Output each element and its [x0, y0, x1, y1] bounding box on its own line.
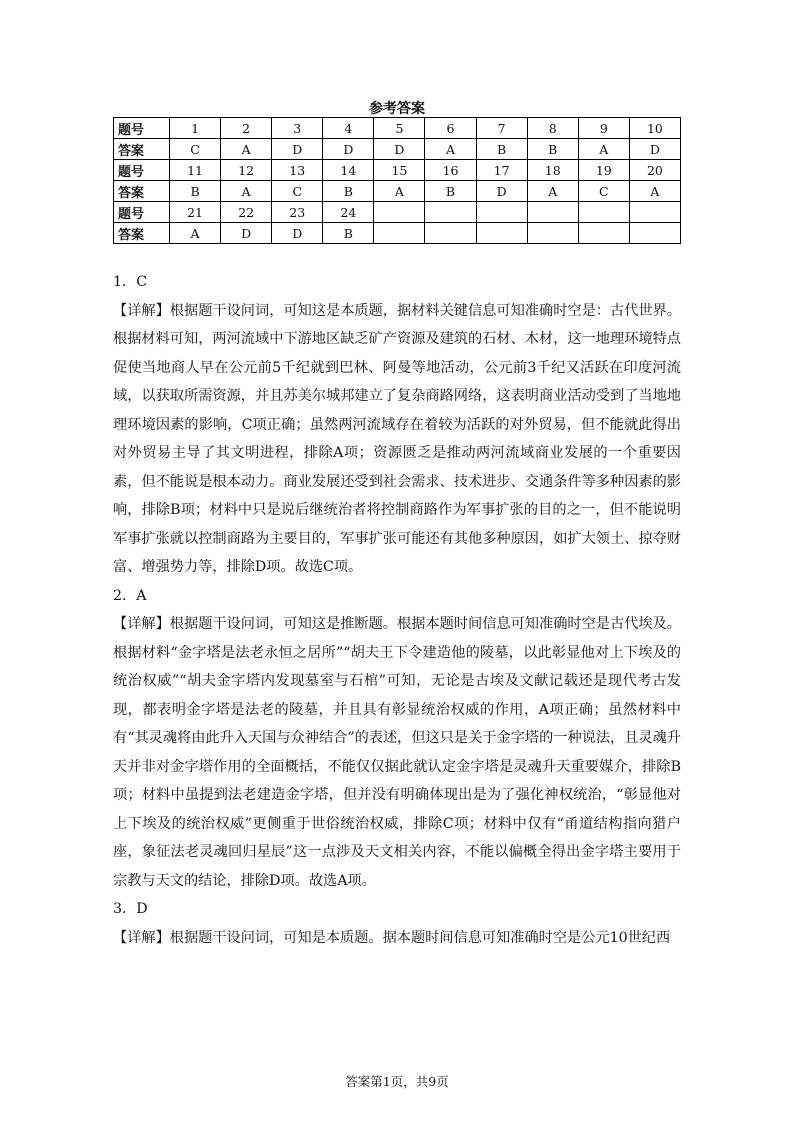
question-number-cell: 19: [578, 160, 629, 181]
answer-cell: D: [629, 139, 680, 160]
answer-cell: B: [425, 181, 476, 202]
answer-row: [114, 181, 681, 202]
answer-cell: [374, 223, 425, 244]
answer-cell: [425, 223, 476, 244]
question-number-cell: 21: [170, 202, 221, 223]
question-number-cell: 13: [272, 160, 323, 181]
question-number-cell: 1: [170, 118, 221, 139]
question-number-cell: [629, 202, 680, 223]
row-label-answer: 答案: [114, 223, 170, 244]
question-number-cell: 17: [476, 160, 527, 181]
answer-cell: B: [476, 139, 527, 160]
answer-cell: A: [221, 181, 272, 202]
question-number-cell: 7: [476, 118, 527, 139]
question-number: 1．C: [113, 274, 148, 290]
question-number-row: [114, 160, 681, 181]
answer-table: [113, 117, 681, 244]
question-number-cell: 8: [527, 118, 578, 139]
answer-cell: B: [323, 223, 374, 244]
row-label-answer: 答案: [114, 139, 170, 160]
question-number-cell: 9: [578, 118, 629, 139]
answer-cell: A: [629, 181, 680, 202]
answer-row: [114, 223, 681, 244]
answer-cell: D: [272, 139, 323, 160]
answer-cell: A: [425, 139, 476, 160]
question-number-cell: [476, 202, 527, 223]
question-number-cell: 5: [374, 118, 425, 139]
question-number: 3．D: [113, 901, 148, 917]
question-number-cell: 23: [272, 202, 323, 223]
question-number-cell: 10: [629, 118, 680, 139]
answer-cell: D: [374, 139, 425, 160]
row-label-answer: 答案: [114, 181, 170, 202]
answer-explanations: [113, 268, 681, 952]
question-number-cell: 3: [272, 118, 323, 139]
answer-cell: D: [221, 223, 272, 244]
question-number: 2．A: [113, 587, 147, 604]
question-number-cell: [425, 202, 476, 223]
answer-cell: [476, 223, 527, 244]
answer-cell: C: [272, 181, 323, 202]
answer-cell: [578, 223, 629, 244]
question-number-row: [114, 118, 681, 139]
question-explanation: 【详解】根据题干设问词，可知是本质题。据本题时间信息可知准确时空是公元10世纪西: [113, 929, 671, 946]
question-number-cell: [527, 202, 578, 223]
answer-cell: C: [170, 139, 221, 160]
question-number-cell: 14: [323, 160, 374, 181]
answer-cell: B: [170, 181, 221, 202]
row-label-question: 题号: [114, 118, 170, 139]
answer-cell: C: [578, 181, 629, 202]
question-explanation: 【详解】根据题干设问词，可知这是推断题。根据本题时间信息可知准确时空是古代埃及。根据材料“金字塔是法老永恒之居所”“胡夫王下令建造他的陵墓，以此彰显他对上下埃及的统治权威”“胡夫金字塔内发现墓室与石棺”可知，无论是古埃及文献记载还是现代考古发现，都表明金字塔是法老的陵墓，并且具有彰显统治权威的作用，A项正确；虽然材料中有“其灵魂将由此升入天国与众神结合”的表述，但这只是关于金字塔的一种说法，且灵魂升天并非对金字塔作用的全面概括，不能仅仅据此就认定金字塔是灵魂升天重要媒介，排除B项；材料中虽提到法老建造金字塔，但并没有明确体现出是为了强化神权统治，“彰显他对上下埃及的统治权威”更侧重于世俗统治权威，排除C项；材料中仅有“甬道结构指向猎户座，象征法老灵魂回归星辰”这一点涉及天文相关内容，不能以偏概全得出金字塔主要用于宗教与天文的结论，排除D项。故选A项。: [113, 616, 681, 889]
answer-cell: A: [221, 139, 272, 160]
row-label-question: 题号: [114, 160, 170, 181]
page-title: 参考答案: [369, 101, 425, 117]
question-number-cell: 18: [527, 160, 578, 181]
answer-cell: D: [323, 139, 374, 160]
question-number-cell: [578, 202, 629, 223]
question-number-cell: 20: [629, 160, 680, 181]
question-number-cell: [374, 202, 425, 223]
answer-cell: D: [476, 181, 527, 202]
answer-cell: A: [170, 223, 221, 244]
question-number-cell: 11: [170, 160, 221, 181]
question-number-cell: 6: [425, 118, 476, 139]
answer-cell: A: [578, 139, 629, 160]
answer-cell: [629, 223, 680, 244]
answer-cell: A: [527, 181, 578, 202]
answer-cell: D: [272, 223, 323, 244]
question-number-cell: 4: [323, 118, 374, 139]
question-number-cell: 12: [221, 160, 272, 181]
question-number-cell: 16: [425, 160, 476, 181]
answer-cell: B: [323, 181, 374, 202]
answer-cell: A: [374, 181, 425, 202]
question-number-cell: 24: [323, 202, 374, 223]
answer-cell: [527, 223, 578, 244]
question-number-row: [114, 202, 681, 223]
page-footer: 答案第1页，共9页: [345, 1074, 449, 1089]
question-number-cell: 15: [374, 160, 425, 181]
row-label-question: 题号: [114, 202, 170, 223]
answer-cell: B: [527, 139, 578, 160]
question-number-cell: 2: [221, 118, 272, 139]
answer-row: [114, 139, 681, 160]
question-explanation: 【详解】根据题干设问词，可知这是本质题，据材料关键信息可知准确时空是：古代世界。根据材料可知，两河流域中下游地区缺乏矿产资源及建筑的石材、木材，这一地理环境特点促使当地商人早在公元前5千纪就到巴林、阿曼等地活动，公元前3千纪又活跃在印度河流域，以获取所需资源，并且苏美尔城邦建立了复杂商路网络，这表明商业活动受到了当地地理环境因素的影响，C项正确；虽然两河流域存在着较为活跃的对外贸易，但不能就此得出对外贸易主导了其文明进程，排除A项；资源匮乏是推动两河流域商业发展的一个重要因素，但不能说是根本动力。商业发展还受到社会需求、技术进步、交通条件等多种因素的影响，排除B项；材料中只是说后继统治者将控制商路作为军事扩张的目的之一，但不能说明军事扩张就以控制商路为主要目的，军事扩张可能还有其他多种原因，如扩大领土、掠夺财富、增强势力等，排除D项。故选C项。: [113, 302, 681, 575]
question-number-cell: 22: [221, 202, 272, 223]
